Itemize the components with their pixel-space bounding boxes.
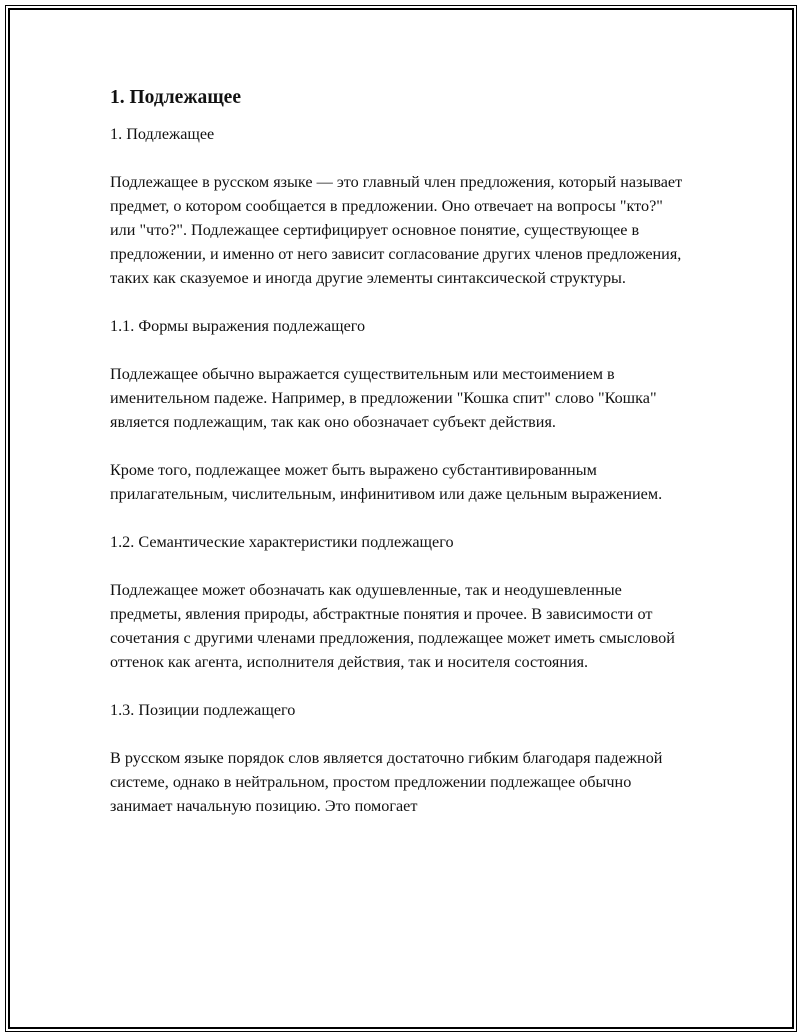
paragraph-definition: Подлежащее в русском языке — это главный член предложения, который называет предмет, о котором сообщается в предложении. Оно отвечает на вопросы "кто?" или "что?". Подлежащее сертифицирует основное понятие, существующее в предложении, и именно от него зависит согласование других членов предложения, таких как сказуемое и иногда другие элементы синтаксической структуры.: [110, 173, 683, 287]
section-title-semantics: 1.2. Семантические характеристики подлежащего: [110, 533, 454, 551]
document-body: [110, 86, 690, 818]
paragraph-semantics: Подлежащее может обозначать как одушевленные, так и неодушевленные предметы, явления природы, абстрактные понятия и прочее. В зависимости от сочетания с другими членами предложения, подлежащее может иметь смысловой оттенок как агента, исполнителя действия, так и носителя состояния.: [110, 581, 675, 671]
paragraph-positions: В русском языке порядок слов является достаточно гибким благодаря падежной системе, однако в нейтральном, простом предложении подлежащее обычно занимает начальную позицию. Это помогает: [110, 749, 663, 815]
section-title-positions: 1.3. Позиции подлежащего: [110, 701, 296, 719]
section-title-forms: 1.1. Формы выражения подлежащего: [110, 317, 366, 335]
document-heading: 1. Подлежащее: [110, 87, 241, 108]
paragraph-forms: Подлежащее обычно выражается существительным или местоимением в именительном падеже. Например, в предложении "Кошка спит" слово "Кошка" является подлежащим, так как оно обозначает субъект действия.: [110, 365, 657, 431]
section-subtitle: 1. Подлежащее: [110, 125, 215, 143]
paragraph-forms-extra: Кроме того, подлежащее может быть выражено субстантивированным прилагательным, числительным, инфинитивом или даже цельным выражением.: [110, 461, 663, 503]
